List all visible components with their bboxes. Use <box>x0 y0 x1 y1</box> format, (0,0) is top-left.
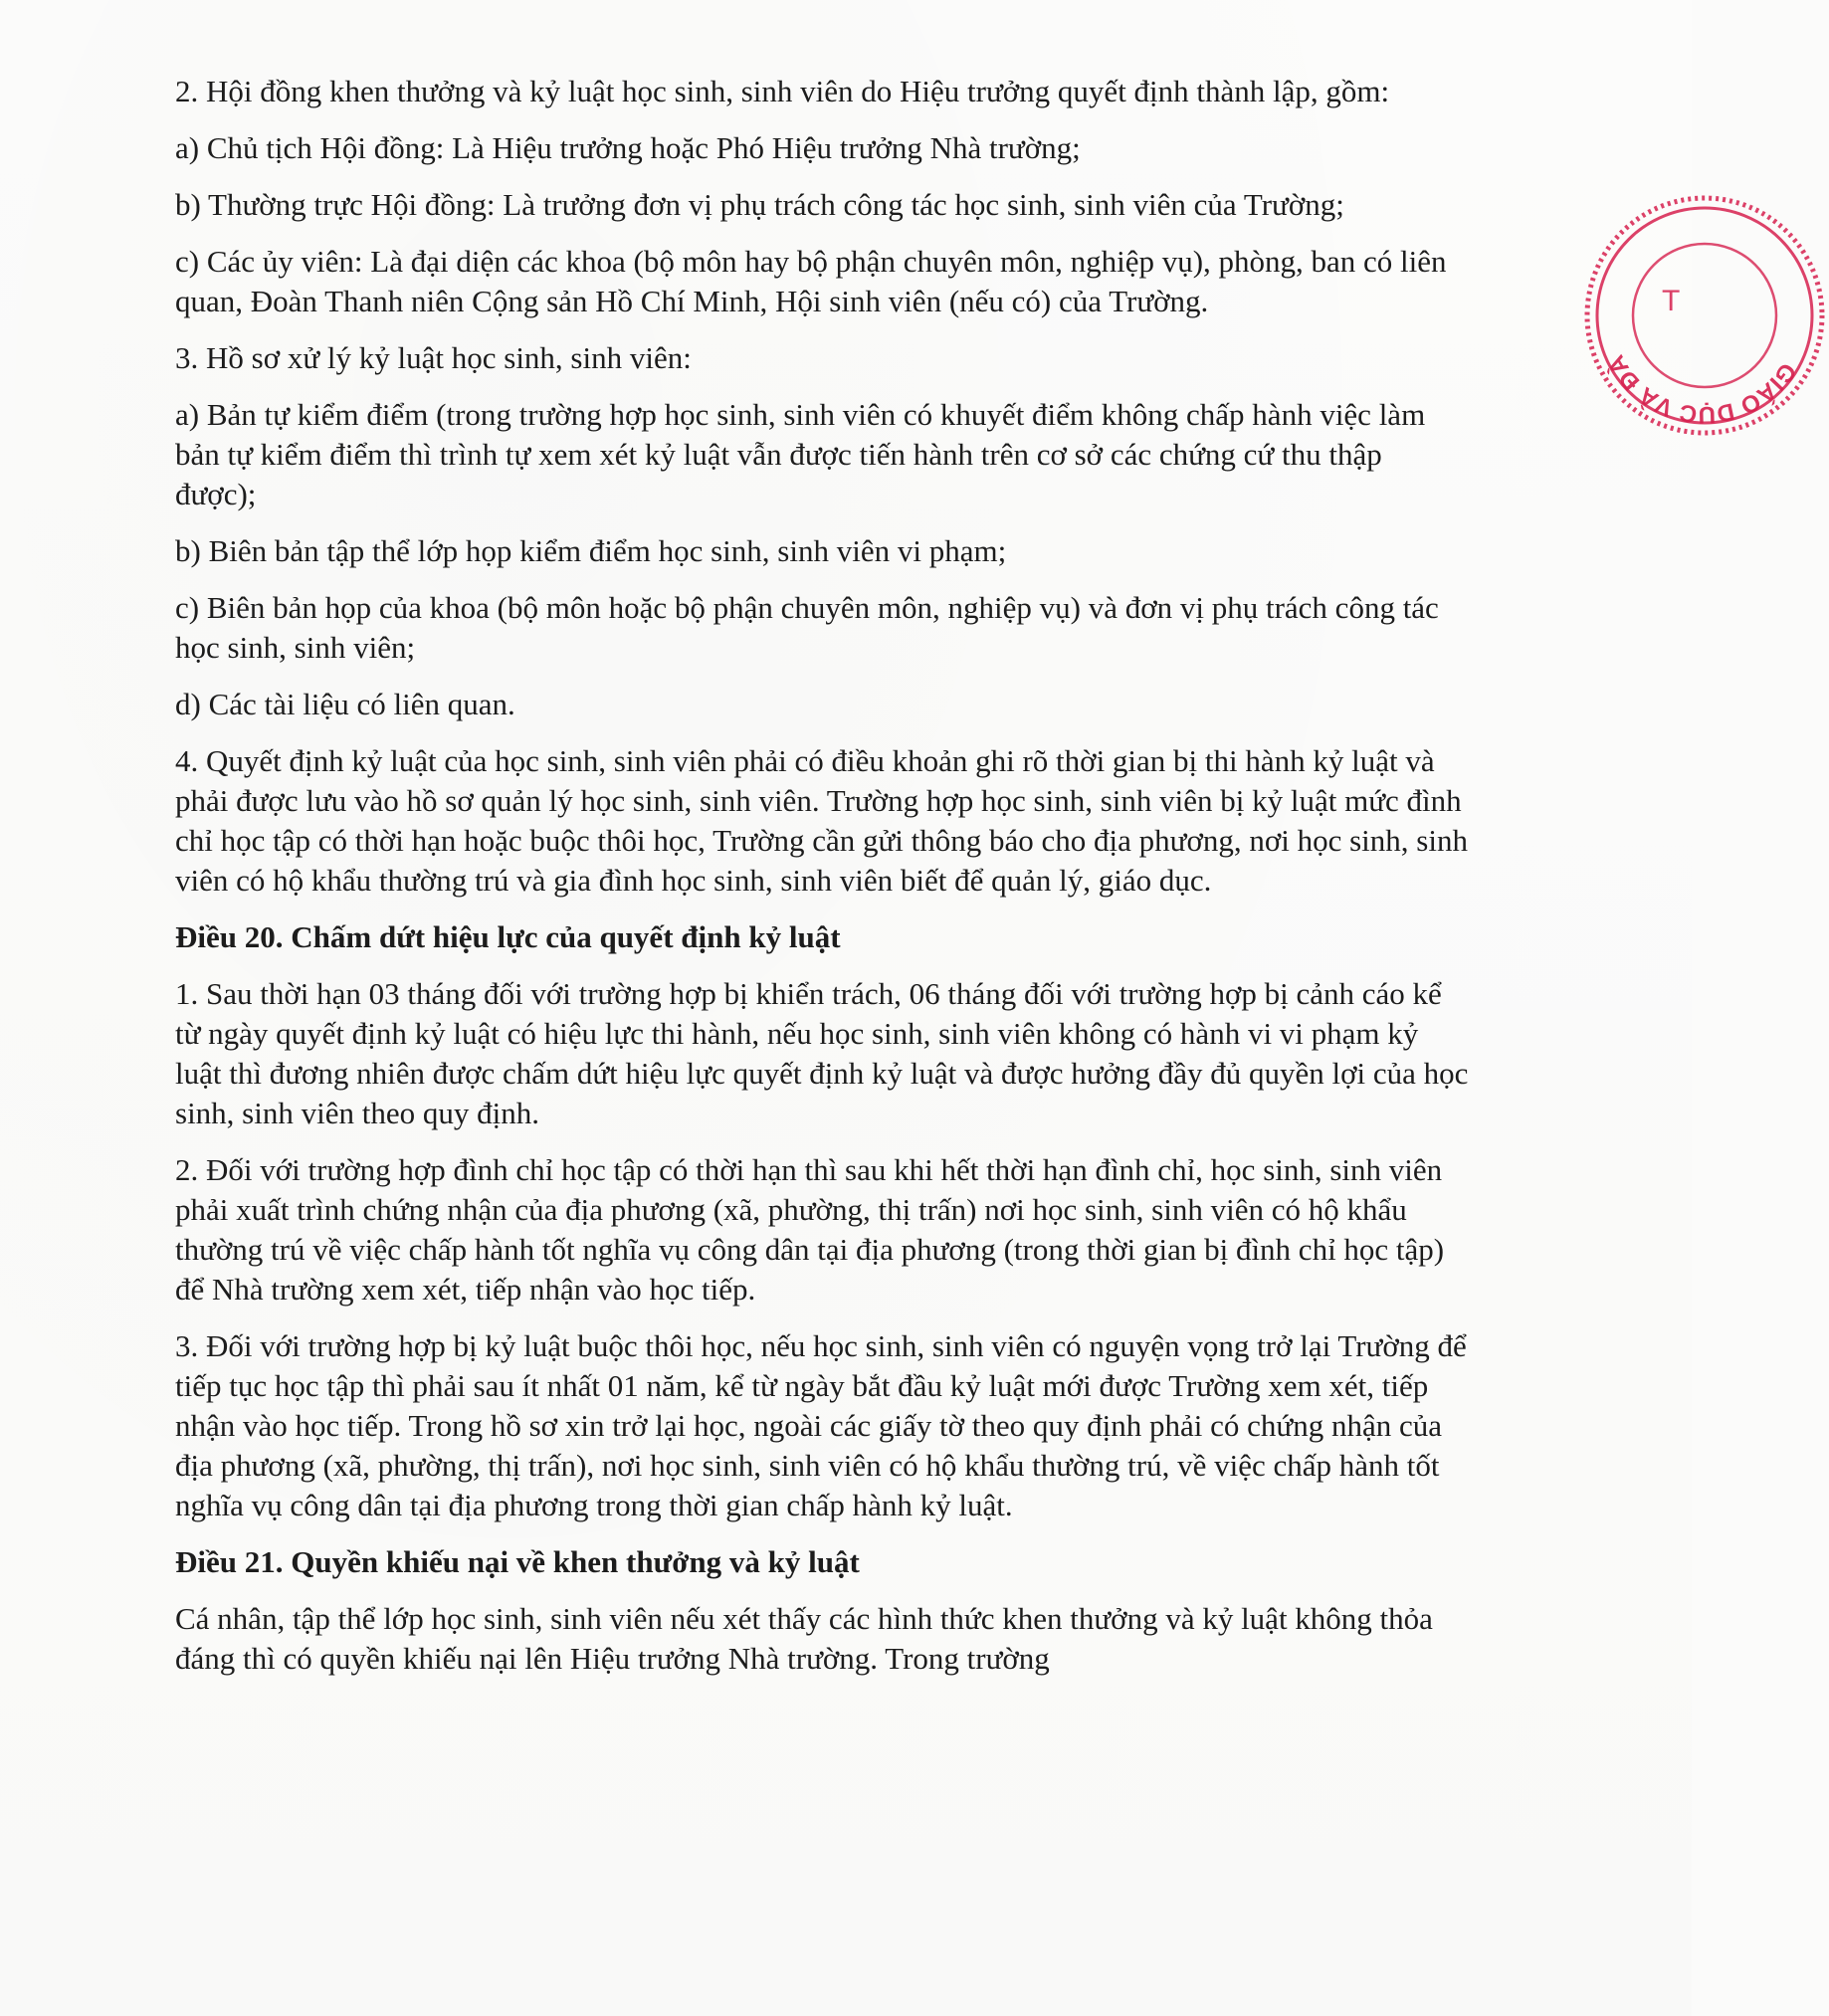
paragraph: c) Các ủy viên: Là đại diện các khoa (bộ môn hay bộ phận chuyên môn, nghiệp vụ), phòng, ban có liên quan, Đoàn Thanh niên Cộng sản Hồ Chí Minh, Hội sinh viên (nếu có) của Trường. <box>175 244 1447 318</box>
official-stamp <box>1580 191 1829 440</box>
paragraph: b) Thường trực Hội đồng: Là trưởng đơn vị phụ trách công tác học sinh, sinh viên của Trường; <box>175 187 1344 222</box>
paragraph: d) Các tài liệu có liên quan. <box>175 687 515 721</box>
paragraph: Cá nhân, tập thể lớp học sinh, sinh viên nếu xét thấy các hình thức khen thưởng và kỷ luật không thỏa đáng thì có quyền khiếu nại lên Hiệu trưởng Nhà trường. Trong trường <box>175 1601 1433 1676</box>
svg-text:GIÁO DỤC VÀ ĐÀ <box>1592 283 1803 440</box>
paragraph: a) Bản tự kiểm điểm (trong trường hợp học sinh, sinh viên có khuyết điểm không chấp hành việc làm bản tự kiểm điểm thì trình tự xem xét kỷ luật vẫn được tiến hành trên cơ sở các chứng cứ thu thập được); <box>175 397 1426 511</box>
paragraph: c) Biên bản họp của khoa (bộ môn hoặc bộ phận chuyên môn, nghiệp vụ) và đơn vị phụ trách công tác học sinh, sinh viên; <box>175 590 1439 665</box>
article-heading: Điều 20. Chấm dứt hiệu lực của quyết định kỷ luật <box>175 919 841 954</box>
paragraph: 2. Hội đồng khen thưởng và kỷ luật học sinh, sinh viên do Hiệu trưởng quyết định thành lập, gồm: <box>175 74 1390 108</box>
stamp-inner-letter: T <box>1662 285 1681 317</box>
stamp-ring-text: GIÁO DỤC VÀ ĐÀ <box>1602 350 1802 429</box>
paragraph: 3. Đối với trường hợp bị kỷ luật buộc thôi học, nếu học sinh, sinh viên có nguyện vọng trở lại Trường để tiếp tục học tập thì phải sau ít nhất 01 năm, kể từ ngày bắt đầu kỷ luật mới được Trường xem xét, tiếp nhận vào học tiếp. Trong hồ sơ xin trở lại học, ngoài các giấy tờ theo quy định phải có chứng nhận của địa phương (xã, phường, thị trấn), nơi học sinh, sinh viên có hộ khẩu thường trú, về việc chấp hành tốt nghĩa vụ công dân tại địa phương trong thời gian chấp hành kỷ luật. <box>175 1328 1467 1522</box>
paragraph: 3. Hồ sơ xử lý kỷ luật học sinh, sinh viên: <box>175 340 692 375</box>
paragraph: 2. Đối với trường hợp đình chỉ học tập có thời hạn thì sau khi hết thời hạn đình chỉ, học sinh, sinh viên phải xuất trình chứng nhận của địa phương (xã, phường, thị trấn) nơi học sinh, sinh viên có hộ khẩu thường trú về việc chấp hành tốt nghĩa vụ công dân tại địa phương (trong thời gian bị đình chỉ học tập) để Nhà trường xem xét, tiếp nhận vào học tiếp. <box>175 1152 1445 1307</box>
paragraph: 4. Quyết định kỷ luật của học sinh, sinh viên phải có điều khoản ghi rõ thời gian bị thi hành kỷ luật và phải được lưu vào hồ sơ quản lý học sinh, sinh viên. Trường hợp học sinh, sinh viên bị kỷ luật mức đình chỉ học tập có thời hạn hoặc buộc thôi học, Trường cần gửi thông báo cho địa phương, nơi học sinh, sinh viên có hộ khẩu thường trú và gia đình học sinh, sinh viên biết để quản lý, giáo dục. <box>175 743 1468 898</box>
paragraph: 1. Sau thời hạn 03 tháng đối với trường hợp bị khiển trách, 06 tháng đối với trường hợp bị cảnh cáo kể từ ngày quyết định kỷ luật có hiệu lực thi hành, nếu học sinh, sinh viên không có hành vi vi phạm kỷ luật thì đương nhiên được chấm dứt hiệu lực quyết định kỷ luật và được hưởng đầy đủ quyền lợi của học sinh, sinh viên theo quy định. <box>175 976 1469 1130</box>
article-heading: Điều 21. Quyền khiếu nại về khen thưởng và kỷ luật <box>175 1544 860 1579</box>
paragraph: a) Chủ tịch Hội đồng: Là Hiệu trưởng hoặc Phó Hiệu trưởng Nhà trường; <box>175 130 1081 165</box>
document-body <box>175 72 1469 1696</box>
paragraph: b) Biên bản tập thể lớp họp kiểm điểm học sinh, sinh viên vi phạm; <box>175 533 1007 568</box>
